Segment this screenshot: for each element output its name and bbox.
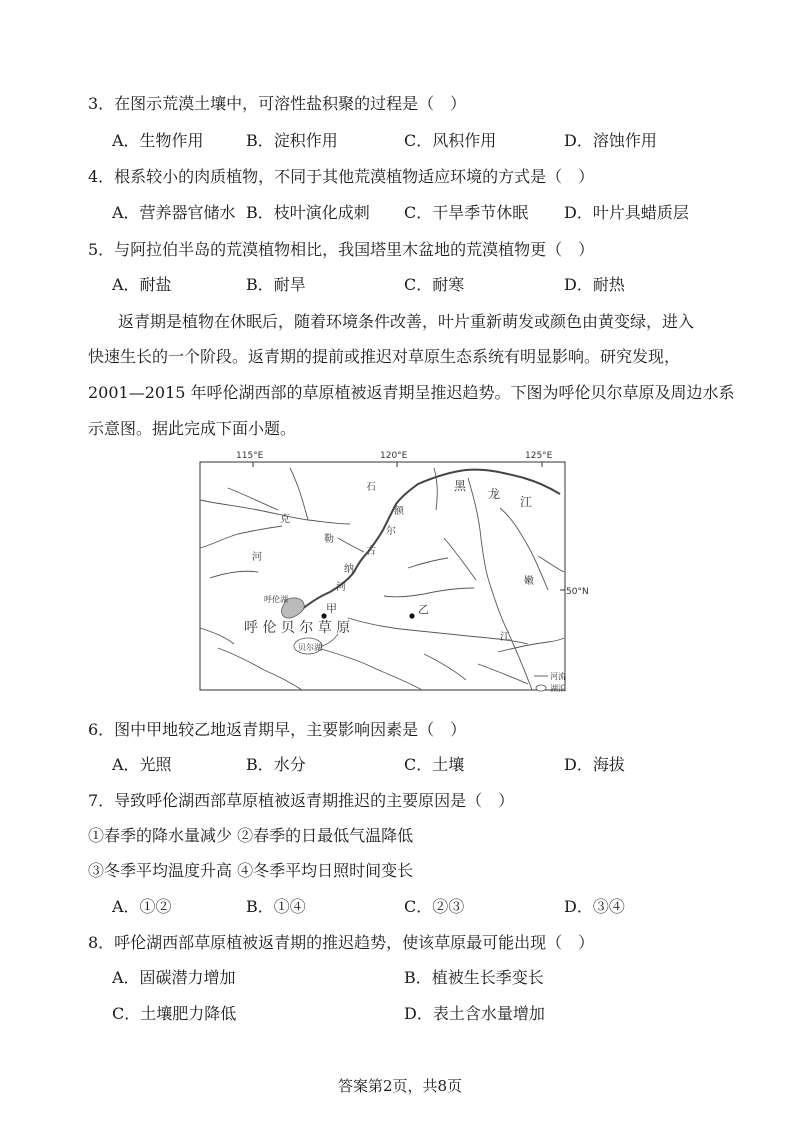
label-beier-lake: 贝尔湖: [298, 643, 322, 652]
q5-option-a[interactable]: A．耐盐: [112, 275, 172, 294]
q7-statements-2: ③冬季平均温度升高 ④冬季平均日照时间变长: [88, 861, 414, 880]
label-hulun-lake: 呼伦湖: [264, 595, 288, 604]
legend-river: 河流: [550, 672, 566, 681]
q4-option-d[interactable]: D．叶片具蜡质层: [564, 203, 689, 222]
q7-stem: 7．导致呼伦湖西部草原植被返青期推迟的主要原因是（ ）: [88, 791, 515, 810]
lon-label-125: 125°E: [525, 451, 553, 461]
label-nen: 嫩: [524, 576, 534, 587]
label-yi: 乙: [418, 603, 429, 616]
q7-option-a[interactable]: A．①②: [112, 897, 172, 916]
q6-stem: 6．图中甲地较乙地返青期早，主要影响因素是（ ）: [88, 720, 467, 739]
lon-label-115: 115°E: [236, 451, 264, 461]
label-region: 呼 伦 贝 尔 草 原: [244, 620, 351, 636]
label-ke: 克: [280, 514, 290, 525]
q4-option-c[interactable]: C．干旱季节休眠: [404, 203, 529, 222]
lat-label-50n: 50°N: [566, 587, 589, 597]
point-yi-marker: [409, 613, 414, 618]
q6-option-d[interactable]: D．海拔: [564, 755, 625, 774]
q6-option-b[interactable]: B．水分: [246, 755, 306, 774]
q6-option-c[interactable]: C．土壤: [404, 755, 465, 774]
label-na: 纳: [344, 564, 354, 575]
q8-stem: 8．呼伦湖西部草原植被返青期的推迟趋势，使该草原最可能出现（ ）: [88, 933, 595, 952]
q8-option-d[interactable]: D．表土含水量增加: [404, 1004, 545, 1023]
lon-label-120: 120°E: [380, 451, 408, 461]
label-le: 勒: [324, 534, 334, 545]
map-frame: [200, 462, 565, 690]
label-jiang-small: 江: [500, 632, 510, 643]
passage-line-3: 2001—2015 年呼伦湖西部的草原植被返青期呈推迟趋势。下图为呼伦贝尔草原及周边水系: [88, 383, 735, 402]
q3-option-c[interactable]: C．风积作用: [404, 131, 497, 150]
q3-option-a[interactable]: A．生物作用: [112, 131, 204, 150]
label-jia: 甲: [326, 602, 337, 615]
label-hei: 黑: [454, 479, 467, 493]
q5-option-c[interactable]: C．耐寒: [404, 275, 465, 294]
passage-line-1: 返青期是植物在休眠后，随着环境条件改善，叶片重新萌发或颜色由黄变绿，进入: [118, 312, 695, 331]
passage-line-2: 快速生长的一个阶段。返青期的提前或推迟对草原生态系统有明显影响。研究发现，: [88, 347, 681, 366]
q4-option-a[interactable]: A．营养器官储水: [112, 203, 236, 222]
q7-statements-1: ①春季的降水量减少 ②春季的日最低气温降低: [88, 826, 414, 845]
q6-option-a[interactable]: A．光照: [112, 755, 172, 774]
q3-option-b[interactable]: B．淀积作用: [246, 131, 338, 150]
label-e: 额: [394, 506, 404, 517]
label-he-a: 河: [252, 552, 262, 563]
label-he-b: 河: [336, 582, 346, 593]
q5-option-b[interactable]: B．耐旱: [246, 275, 306, 294]
q8-option-a[interactable]: A．固碳潜力增加: [112, 968, 236, 987]
legend-lake: 湖泊: [550, 684, 566, 693]
label-er: 尔: [386, 526, 396, 537]
label-jiang: 江: [520, 495, 533, 509]
q8-option-c[interactable]: C．土壤肥力降低: [112, 1004, 237, 1023]
q8-option-b[interactable]: B．植被生长季变长: [404, 968, 544, 987]
q3-stem: 3．在图示荒漠土壤中，可溶性盐积聚的过程是（ ）: [88, 94, 467, 113]
q4-option-b[interactable]: B．枝叶演化成刺: [246, 203, 370, 222]
q7-option-d[interactable]: D．③④: [564, 897, 625, 916]
label-gu: 古: [366, 546, 376, 557]
river-network: [200, 468, 564, 690]
q7-option-b[interactable]: B．①④: [246, 897, 306, 916]
passage-line-4: 示意图。据此完成下面小题。: [88, 419, 297, 438]
q5-stem: 5．与阿拉伯半岛的荒漠植物相比，我国塔里木盆地的荒漠植物更（ ）: [88, 240, 595, 259]
q5-option-d[interactable]: D．耐热: [564, 275, 625, 294]
label-long: 龙: [488, 487, 501, 501]
q3-option-d[interactable]: D．溶蚀作用: [564, 131, 657, 150]
q4-stem: 4．根系较小的肉质植物，不同于其他荒漠植物适应环境的方式是（ ）: [88, 167, 595, 186]
hulunbuir-map: [198, 448, 598, 698]
page-footer: 答案第2页，共8页: [337, 1077, 463, 1095]
q7-option-c[interactable]: C．②③: [404, 897, 465, 916]
label-shi: 石: [366, 482, 376, 493]
